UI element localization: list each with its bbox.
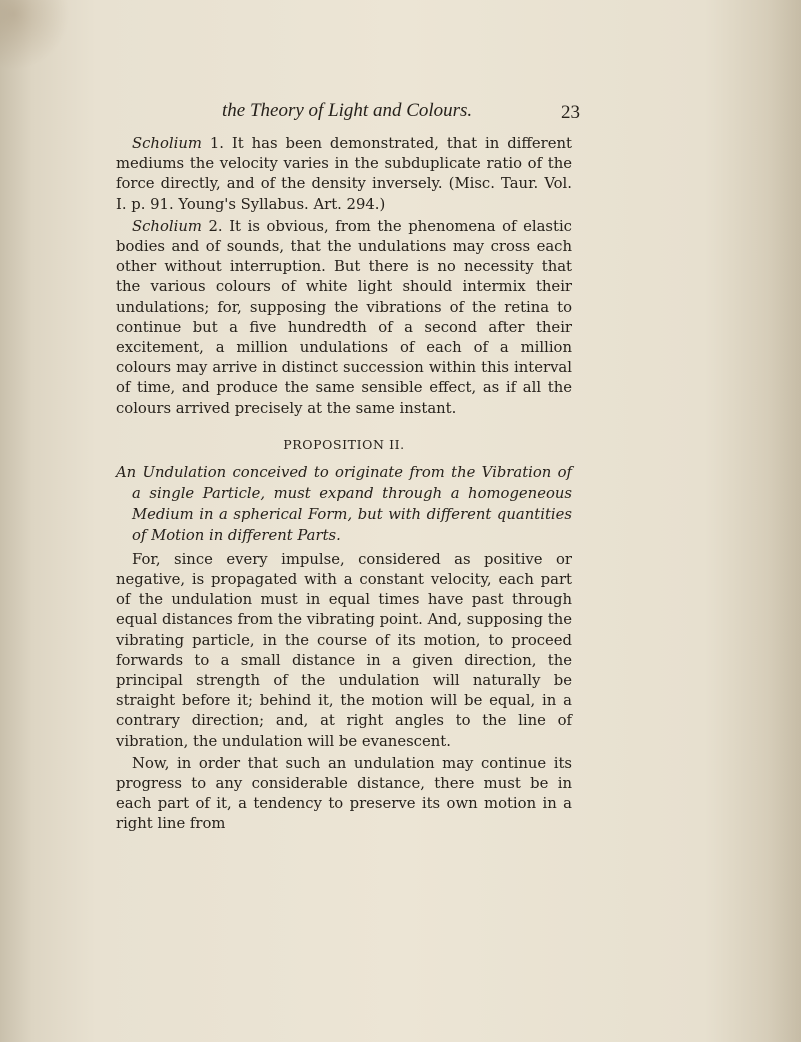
page-stain <box>0 0 70 70</box>
scholium-2 <box>116 217 572 419</box>
running-title: the Theory of Light and Colours. <box>222 100 473 121</box>
proposition-statement: An Undulation conceived to originate from the Vibration of a single Particle, must expand through a homogeneous Medium in a spherical Form, but with different quantities of Motion in different Parts. <box>116 463 572 544</box>
scholium-1-text: It has been demonstrated, that in different mediums the velocity varies in the subduplicate ratio of the force directly, and of the density inversely. (Misc. Taur. Vol. I. p. 91. Young's Syllabus. Art. 294.) <box>116 135 572 213</box>
text-block <box>116 100 580 835</box>
scholium-1-number: 1. <box>209 135 224 152</box>
scholium-2-text: It is obvious, from the phenomena of elastic bodies and of sounds, that the undulations may cross each other without interruption. But there is no necessity that the various colours of white light should intermix their undulations; for, supposing the vibrations of the retina to continue but a five hundredth of a second after their excitement, a million undulations of each of a million colours may arrive in distinct succession within this interval of time, and produce the same sensible effect, as if all the colours arrived precisely at the same instant. <box>116 217 572 417</box>
running-header <box>116 100 580 134</box>
body-paragraph-2: Now, in order that such an undulation may continue its progress to any considerable distance, there must be in each part of it, a tendency to preserve its own motion in a right line from <box>116 754 572 833</box>
page-number: 23 <box>561 102 580 123</box>
proposition-heading: PROPOSITION II. <box>283 436 405 452</box>
scholium-1 <box>116 134 572 215</box>
scholium-1-label: Scholium <box>132 135 202 152</box>
scholium-2-number: 2. <box>208 217 223 235</box>
body-paragraph-1: For, since every impulse, considered as positive or negative, is propagated with a constant velocity, each part of the undulation must in equal times have past through equal distances from the vibrating point. And, supposing the vibrating particle, in the course of its motion, to proceed forwards to a small distance in a given direction, the principal strength of the undulation will naturally be straight before it; behind it, the motion will be equal, in a contrary direction; and, at right angles to the line of vibration, the undulation will be evanescent. <box>116 550 572 750</box>
scholium-2-label: Scholium <box>132 217 202 235</box>
